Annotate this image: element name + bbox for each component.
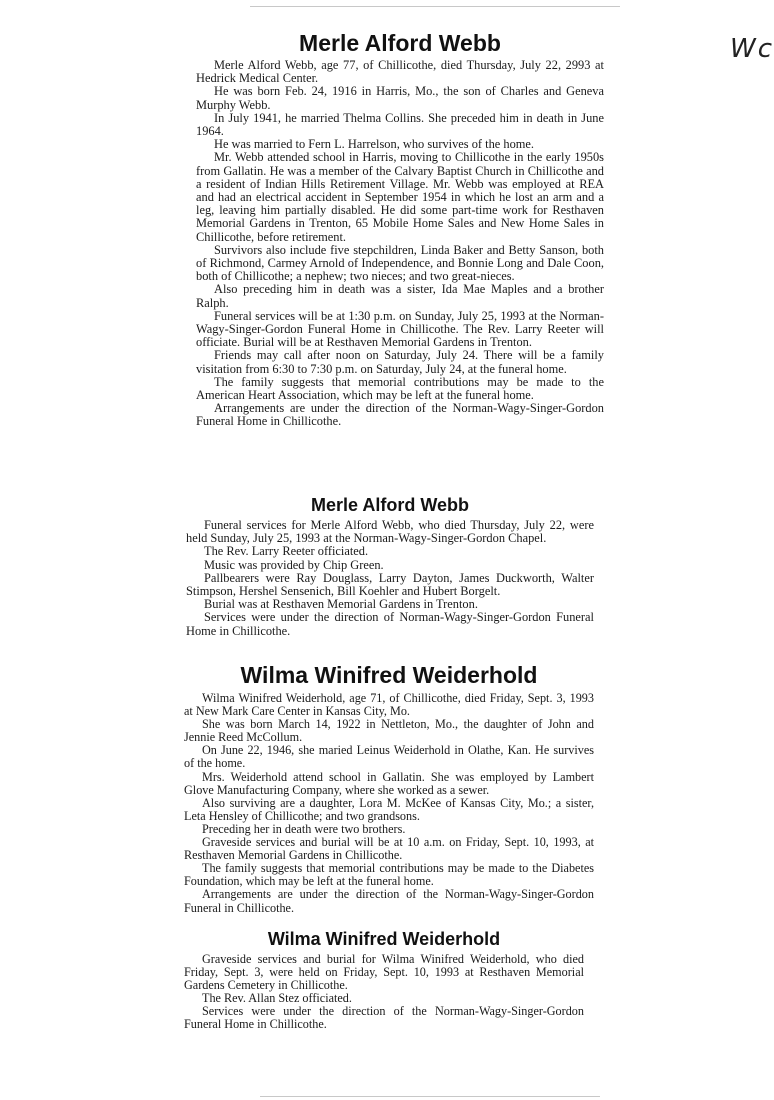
handwritten-corner-note: Wc — [730, 34, 774, 64]
obituary-paragraph: On June 22, 1946, she maried Leinus Weiderhold in Olathe, Kan. He survives of the home. — [184, 743, 594, 771]
graveside-notice-wilma-weiderhold — [184, 928, 584, 1032]
obituary-paragraph: Survivors also include five stepchildren, Linda Baker and Betty Sanson, both of Richmond, Carmey Arnold of Independence, and Bonnie Long and Dale Coon, both of Chillicothe; a nephew; two nieces; and two great-nieces. — [196, 242, 604, 284]
graveside-notice-headline: Wilma Winifred Weiderhold — [267, 929, 501, 949]
obituary-paragraph: Graveside services and burial will be at 10 a.m. on Friday, Sept. 10, 1993, at Resthaven Memorial Gardens in Chillicothe. — [184, 835, 594, 863]
obituary-paragraph: Wilma Winifred Weiderhold, age 71, of Chillicothe, died Friday, Sept. 3, 1993 at New Mark Care Center in Kansas City, Mo. — [184, 691, 594, 719]
obituary-paragraph: Also surviving are a daughter, Lora M. McKee of Kansas City, Mo.; a sister, Leta Hensley of Chillicothe; and two grandsons. — [184, 795, 594, 823]
obituary-paragraph: He was born Feb. 24, 1916 in Harris, Mo., the son of Charles and Geneva Murphy Webb. — [196, 84, 604, 112]
obituary-paragraph: Arrangements are under the direction of the Norman-Wagy-Singer-Gordon Funeral Home in Chillicothe. — [196, 401, 604, 429]
obituary-paragraph: Funeral services will be at 1:30 p.m. on Sunday, July 25, 1993 at the Norman-Wagy-Singer-Gordon Funeral Home in Chillicothe. The Rev. Larry Reeter will officiate. Burial will be at Resthaven Memorial Gardens in Trenton. — [196, 308, 604, 350]
obituary-paragraph: Mr. Webb attended school in Harris, moving to Chillicothe in the early 1950s from Gallatin. He was a member of the Calvary Baptist Church in Chillicothe and a resident of Indian Hills Retirement Village. Mr. Webb was employed at REA and had an electrical accident in September 1954 in which he lost an arm and a leg, leaving him partially disabled. He did some part-time work for Resthaven Memorial Gardens in Trenton, 65 Mobile Home Sales and New Home Sales in Chillicothe, before retirement. — [196, 150, 604, 244]
obituary-paragraph: Also preceding him in death was a sister, Ida Mae Maples and a brother Ralph. — [196, 282, 604, 310]
funeral-notice-paragraph: Burial was at Resthaven Memorial Gardens in Trenton. — [204, 597, 478, 612]
top-scan-line — [250, 6, 620, 7]
funeral-notice-paragraph: Pallbearers were Ray Douglass, Larry Dayton, James Duckworth, Walter Stimpson, Hershel Sensenich, Bill Koehler and Hubert Borgelt. — [186, 570, 594, 599]
obituary-paragraph: He was married to Fern L. Harrelson, who survives of the home. — [214, 137, 535, 152]
obituary-headline: Merle Alford Webb — [299, 30, 501, 56]
graveside-notice-paragraph: Graveside services and burial for Wilma Winifred Weiderhold, who died Friday, Sept. 3, were held on Friday, Sept. 10, 1993 at Resthaven Memorial Gardens Cemetery in Chillicothe. — [184, 952, 584, 993]
obituary-paragraph: Merle Alford Webb, age 77, of Chillicothe, died Thursday, July 22, 2993 at Hedrick Medical Center. — [196, 58, 604, 86]
funeral-notice-headline: Merle Alford Webb — [310, 495, 469, 515]
obituary-paragraph: Mrs. Weiderhold attend school in Gallatin. She was employed by Lambert Glove Manufacturing Company, where she worked as a sewer. — [184, 769, 594, 797]
funeral-notice-merle-webb — [186, 494, 594, 638]
bottom-scan-line — [260, 1096, 600, 1097]
obituary-paragraph: Preceding her in death were two brothers. — [202, 821, 406, 836]
obituary-wilma-weiderhold — [184, 662, 594, 915]
funeral-notice-paragraph: Funeral services for Merle Alford Webb, who died Thursday, July 22, were held Sunday, July 25, 1993 at the Norman-Wagy-Singer-Gordon Chapel. — [186, 518, 594, 546]
funeral-notice-paragraph: The Rev. Larry Reeter officiated. — [204, 544, 369, 559]
funeral-notice-paragraph: Services were under the direction of Norman-Wagy-Singer-Gordon Funeral Home in Chillicothe. — [186, 610, 594, 638]
obituary-paragraph: Arrangements are under the direction of the Norman-Wagy-Singer-Gordon Funeral in Chillicothe. — [184, 887, 594, 915]
obituary-paragraph: Friends may call after noon on Saturday, July 24. There will be a family visitation from 6:30 to 7:30 p.m. on Saturday, July 24, at the funeral home. — [196, 348, 604, 376]
obituary-merle-webb — [196, 30, 604, 429]
graveside-notice-paragraph: Services were under the direction of the Norman-Wagy-Singer-Gordon Funeral Home in Chillicothe. — [184, 1004, 584, 1032]
obituary-paragraph: The family suggests that memorial contributions may be made to the Diabetes Foundation, which may be left at the funeral home. — [184, 861, 594, 889]
graveside-notice-paragraph: The Rev. Allan Stez officiated. — [202, 991, 352, 1006]
funeral-notice-paragraph: Music was provided by Chip Green. — [204, 557, 384, 572]
obituary-paragraph: In July 1941, he married Thelma Collins. She preceded him in death in June 1964. — [196, 110, 604, 139]
obituary-headline: Wilma Winifred Weiderhold — [240, 662, 538, 688]
obituary-paragraph: She was born March 14, 1922 in Nettleton, Mo., the daughter of John and Jennie Reed McCollum. — [184, 717, 594, 745]
obituary-paragraph: The family suggests that memorial contributions may be made to the American Heart Association, which may be left at the funeral home. — [196, 374, 604, 403]
